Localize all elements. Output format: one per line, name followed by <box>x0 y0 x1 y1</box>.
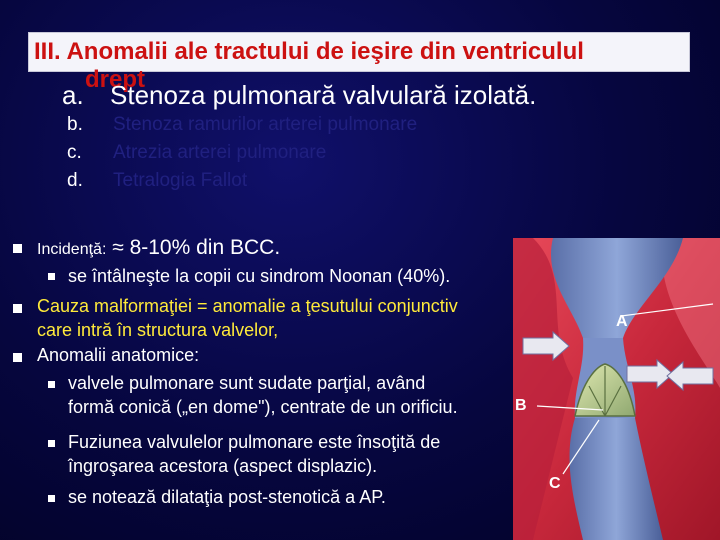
valve-illustration-svg <box>513 238 720 540</box>
valve-illustration <box>513 238 720 540</box>
list-item-a-text: Stenoza pulmonară valvulară izolată. <box>110 80 537 110</box>
bullet-square <box>13 304 22 313</box>
label-a: A <box>616 313 628 330</box>
incidenta-value: ≈ 8-10% din BCC. <box>106 236 281 259</box>
sub2-line1: Fuziunea valvulelor pulmonare este însoţită de <box>68 432 441 452</box>
list-item-c <box>67 142 326 164</box>
list-marker: a. <box>62 80 84 110</box>
list-item-b-text: Stenoza ramurilor arterei pulmonare <box>113 114 418 135</box>
sub1-line2: formă conică („en dome"), centrate de un orificiu. <box>68 397 458 417</box>
label-c: C <box>549 475 561 492</box>
bullet-square <box>13 244 22 253</box>
list-marker: b. <box>67 114 83 135</box>
anatomice-heading: Anomalii anatomice: <box>37 345 200 365</box>
sub3-line: se notează dilataţia post-stenotică a AP. <box>68 487 386 507</box>
list-marker: c. <box>67 142 82 163</box>
cauza-line1: Cauza malformaţiei = anomalie a ţesutului conjunctiv <box>37 296 458 316</box>
bullet-square <box>48 381 55 388</box>
list-item-a <box>62 80 536 111</box>
slide-title: III. Anomalii ale tractului de ieşire din ventriculul <box>34 38 584 65</box>
list-item-d-text: Tetralogia Fallot <box>113 170 248 191</box>
list-item-c-text: Atrezia arterei pulmonare <box>113 142 327 163</box>
cauza-line2: care intră în structura valvelor, <box>37 320 279 340</box>
incidenta-line <box>37 236 280 260</box>
bullet-square <box>48 273 55 280</box>
slide-title-continuation: drept <box>85 66 145 93</box>
label-b: B <box>515 397 527 414</box>
sub2-line2: îngroşarea acestora (aspect displazic). <box>68 456 378 476</box>
bullet-square <box>48 495 55 502</box>
list-item-b <box>67 114 417 136</box>
bullet-square <box>13 353 22 362</box>
list-marker: d. <box>67 170 83 191</box>
sub1-line1: valvele pulmonare sunt sudate parţial, având <box>68 373 426 393</box>
noonan-line: se întâlneşte la copii cu sindrom Noonan (40%). <box>68 266 451 286</box>
bullet-square <box>48 440 55 447</box>
list-item-d <box>67 170 247 192</box>
incidenta-label: Incidenţă: <box>37 241 107 258</box>
